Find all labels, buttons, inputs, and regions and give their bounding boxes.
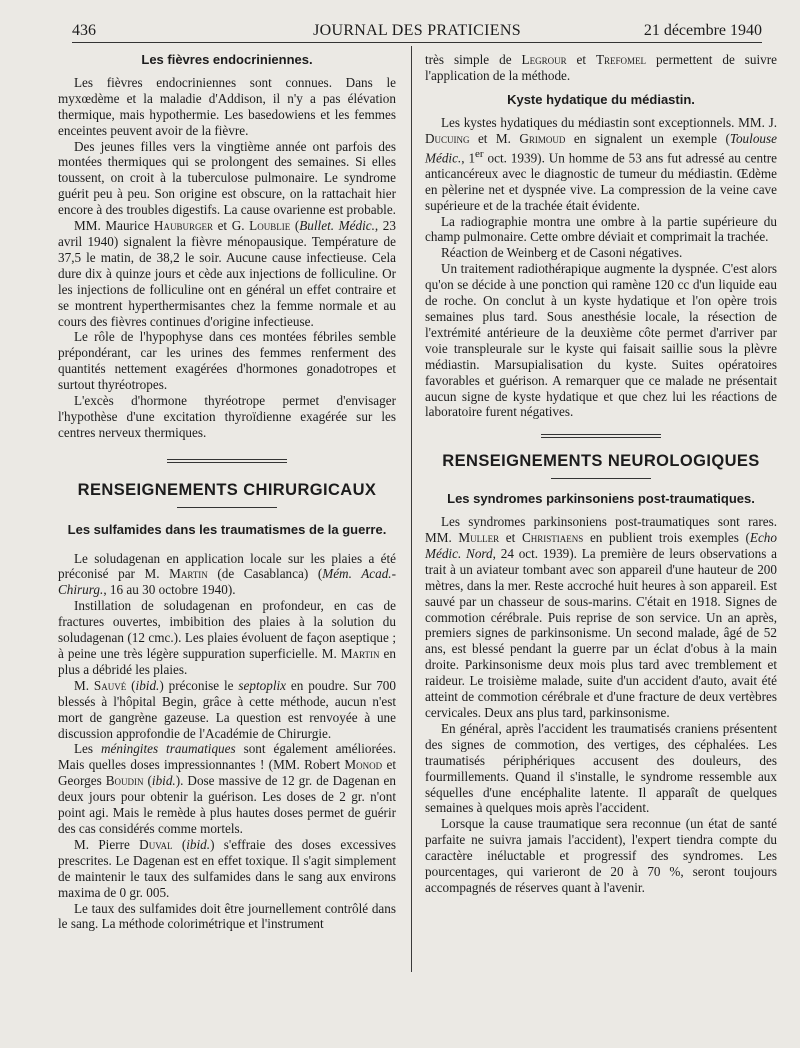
- section-title-parkinson: Les syndromes parkinsoniens post-traumatiques.: [447, 491, 755, 507]
- rubric-title-neurologiques: RENSEIGNEMENTS NEUROLOGIQUES: [442, 452, 760, 471]
- journal-reference: Echo Médic. Nord: [425, 530, 777, 561]
- journal-title: JOURNAL DES PRATICIENS: [313, 22, 521, 39]
- author-name: Christiaens: [521, 530, 584, 546]
- product-name: septoplix: [238, 677, 287, 693]
- paragraph: L'excès d'hormone thyréotrope permet d'envisager l'hypothèse d'une excitation thyroïdienne exagérée sur les centres nerveux thermiques.: [58, 393, 396, 440]
- rubric-title-chirurgicaux: RENSEIGNEMENTS CHIRURGICAUX: [77, 480, 377, 499]
- running-header: [72, 20, 762, 43]
- paragraph: Les kystes hydatiques du médiastin sont exceptionnels. MM. J. Ducuing et M. Grimoud en signalent un exemple (Toulouse Médic., 1er oct. 1939). Un homme de 53 ans fut adressé au centre anticancéreux avec le diagnostic de tumeur du médiastin. Œdème en pèlerine net et dyspnée vive. La compression de la veine cave supérieure et de la trachée était évidente.: [425, 114, 777, 213]
- author-name: Boudin: [105, 773, 144, 789]
- author-name: Ducuing: [425, 130, 470, 146]
- author-name: Loublie: [249, 218, 291, 234]
- section-title-kyste: Kyste hydatique du médiastin.: [507, 91, 695, 107]
- author-name: Muller: [458, 530, 500, 546]
- page-number: 436: [72, 22, 96, 39]
- paragraph: Les syndromes parkinsoniens post-traumatiques sont rares. MM. Muller et Christiaens en publient trois exemples (Echo Médic. Nord, 24 oct. 1939). La première de leurs observations a trait à un aviateur tombant avec son appareil d'une hauteur de 200 mètres, dans la mer. Reste accroché huit heures à son appareil. Est sauvé par un chasseur de sous-marins. C'était en 1918. Signes de commotion cérébrale. Puis reprise de son service. Un an après, premiers signes de parkinsonisme. Un second malade, âgé de 52 ans, est blessé pendant la guerre par un éclat d'obus à la main droite. Parkinsonisme deux mois plus tard avec tremblement et raideur. Le troisième malade, suite d'un accident d'auto, avait été atteint de commotion cérébrale et d'une fracture de deux vertèbres cervicales. Deux ans plus tard, parkinsonisme.: [425, 514, 777, 721]
- paragraph: Le soludagenan en application locale sur les plaies a été préconisé par M. Martin (de Casablanca) (Mém. Acad.-Chirurg., 16 au 30 octobre 1940).: [58, 550, 396, 598]
- author-name: Monod: [344, 757, 383, 773]
- author-name: Sauvé: [93, 677, 127, 693]
- paragraph: Lorsque la cause traumatique sera reconnue (un état de santé parfaite ne suivra jamais l'accident), l'expert tiendra compte du caractère inéluctable et progressif des syndromes. Les pourcentages, qui varieront de 20 à 70 %, seront toujours accompagnés de réserves quant à l'avenir.: [425, 816, 777, 895]
- right-column: [425, 52, 777, 896]
- author-name: Martin: [169, 566, 208, 582]
- author-name: Grimoud: [519, 130, 566, 146]
- paragraph: Des jeunes filles vers la vingtième année ont parfois des montées thermiques qui se prolongent des semaines. Si elles toussent, on croit à la tuberculose pulmonaire. Le syndrome guérit peu à peu. Son origine est obscure, on la rattachait hier encore à des troubles digestifs. La cause ovarienne est probable.: [58, 138, 396, 218]
- paragraph: Les fièvres endocriniennes sont connues. Dans le myxœdème et la maladie d'Addison, il n'y a pas élévation thermique, mais hypothermie. Les basedowiens et les femmes enceintes peuvent avoir de la fièvre.: [58, 74, 396, 138]
- author-name: Hauburger: [153, 218, 213, 234]
- paragraph: En général, après l'accident les traumatisés craniens présentent des signes de commotion, des vertiges, des céphalées. Les traumatisés périphériques accusent des douleurs, des fourmillements. Quand il s'installe, le syndrome ressemble aux séquelles d'une encéphalite latente. Il apparaît de quelques semaines à quelques mois après l'accident.: [425, 720, 777, 816]
- author-name: Trefomel: [596, 52, 647, 67]
- journal-reference: Mém. Acad.-Chirurg.: [58, 566, 396, 598]
- column-divider: [411, 46, 412, 972]
- paragraph: Un traitement radiothérapique augmente la dyspnée. C'est alors qu'on se décide à une ponction qui ramène 120 cc d'un liquide eau de roche. On conclut à un kyste hydatique et l'on opère trois semaines plus tard. Sous anesthésie locale, la résection de l'extrémité antérieure de la deuxième côte permet d'arriver par voie transpleurale sur le kyste qui faisait saillie sous la plèvre médiastin. Marsupialisation du kyste. Suites opératoires favorables et guérison. A remarquer que ce malade ne présentait aucun signe de kyste hydatique et que chez lui les réactions de laboratoire furent négatives.: [425, 261, 777, 420]
- author-name: Duval: [139, 836, 173, 852]
- section-title-sulfamides: Les sulfamides dans les traumatismes de la guerre.: [67, 521, 387, 537]
- author-name: Martin: [340, 646, 380, 661]
- journal-reference: Bullet. Médic.: [299, 218, 375, 234]
- section-title-fievres: Les fièvres endocriniennes.: [141, 52, 313, 67]
- paragraph: Réaction de Weinberg et de Casoni négatives.: [441, 245, 683, 261]
- paragraph: Le rôle de l'hypophyse dans ces montées fébriles semble prépondérant, car les urines des femmes renferment des quantités nettement exagérées d'hormones gonadotropes et surtout thyréotropes.: [58, 329, 396, 393]
- paragraph-continued: très simple de Legrour et Trefomel permettent de suivre l'application de la méthode.: [425, 52, 777, 83]
- paragraph: Instillation de soludagenan en profondeur, en cas de fractures ouvertes, imbibition des plaies à la solution du soludagenan (12 cmc.). Les plaies évoluent de façon aseptique ; à peine une très légère suppuration superficielle. M. Martin en plus a débridé les plaies.: [58, 598, 396, 677]
- author-name: Legrour: [521, 52, 567, 67]
- left-column: [58, 52, 396, 932]
- paragraph: MM. Maurice Hauburger et G. Loublie (Bullet. Médic., 23 avril 1940) signalent la fièvre ménopausique. Température de 37,5 le matin, de 38,2 le soir. Aucune cause infectieuse. Cela dure dix à quinze jours et cède aux injections de folliculine. Or les injections de folliculine ont en général un effet contraire et se montrent hyperthermisantes chez la femme normale et au cours des fièvres continues d'origine infectieuse.: [58, 218, 396, 329]
- paragraph: M. Pierre Duval (ibid.) s'effraie des doses excessives prescrites. Le Dagenan est en effet toxique. Il s'agit simplement de maintenir le taux des sulfamides dans le sang aux environs maxima de 0 gr. 005.: [58, 836, 396, 900]
- paragraph: Les méningites traumatiques sont également améliorées. Mais quelles doses impressionnantes ! (MM. Robert Monod et Georges Boudin (ibid.). Dose massive de 12 gr. de Dagenan en deux jours pour obtenir la guérison. Les doses de 2 gr. n'ont point agi. Mais le remède à plus hautes doses permet de guérir des cas considérés comme mortels.: [58, 741, 396, 836]
- journal-reference: Toulouse Médic.: [425, 130, 777, 165]
- paragraph: Le taux des sulfamides doit être journellement contrôlé dans le sang. La méthode colorimétrique et l'instrument: [58, 900, 396, 932]
- paragraph: La radiographie montra une ombre à la partie supérieure du champ pulmonaire. Cette ombre déviait et comprimait la trachée.: [425, 213, 777, 245]
- paragraph: M. Sauvé (ibid.) préconise le septoplix en poudre. Sur 700 blessés à l'hôpital Begin, grâce à cette méthode, aucun n'est mort de gangrène gazeuse. La question est renvoyée à une discussion approfondie de l'Académie de Chirurgie.: [58, 677, 396, 741]
- issue-date: 21 décembre 1940: [643, 22, 762, 39]
